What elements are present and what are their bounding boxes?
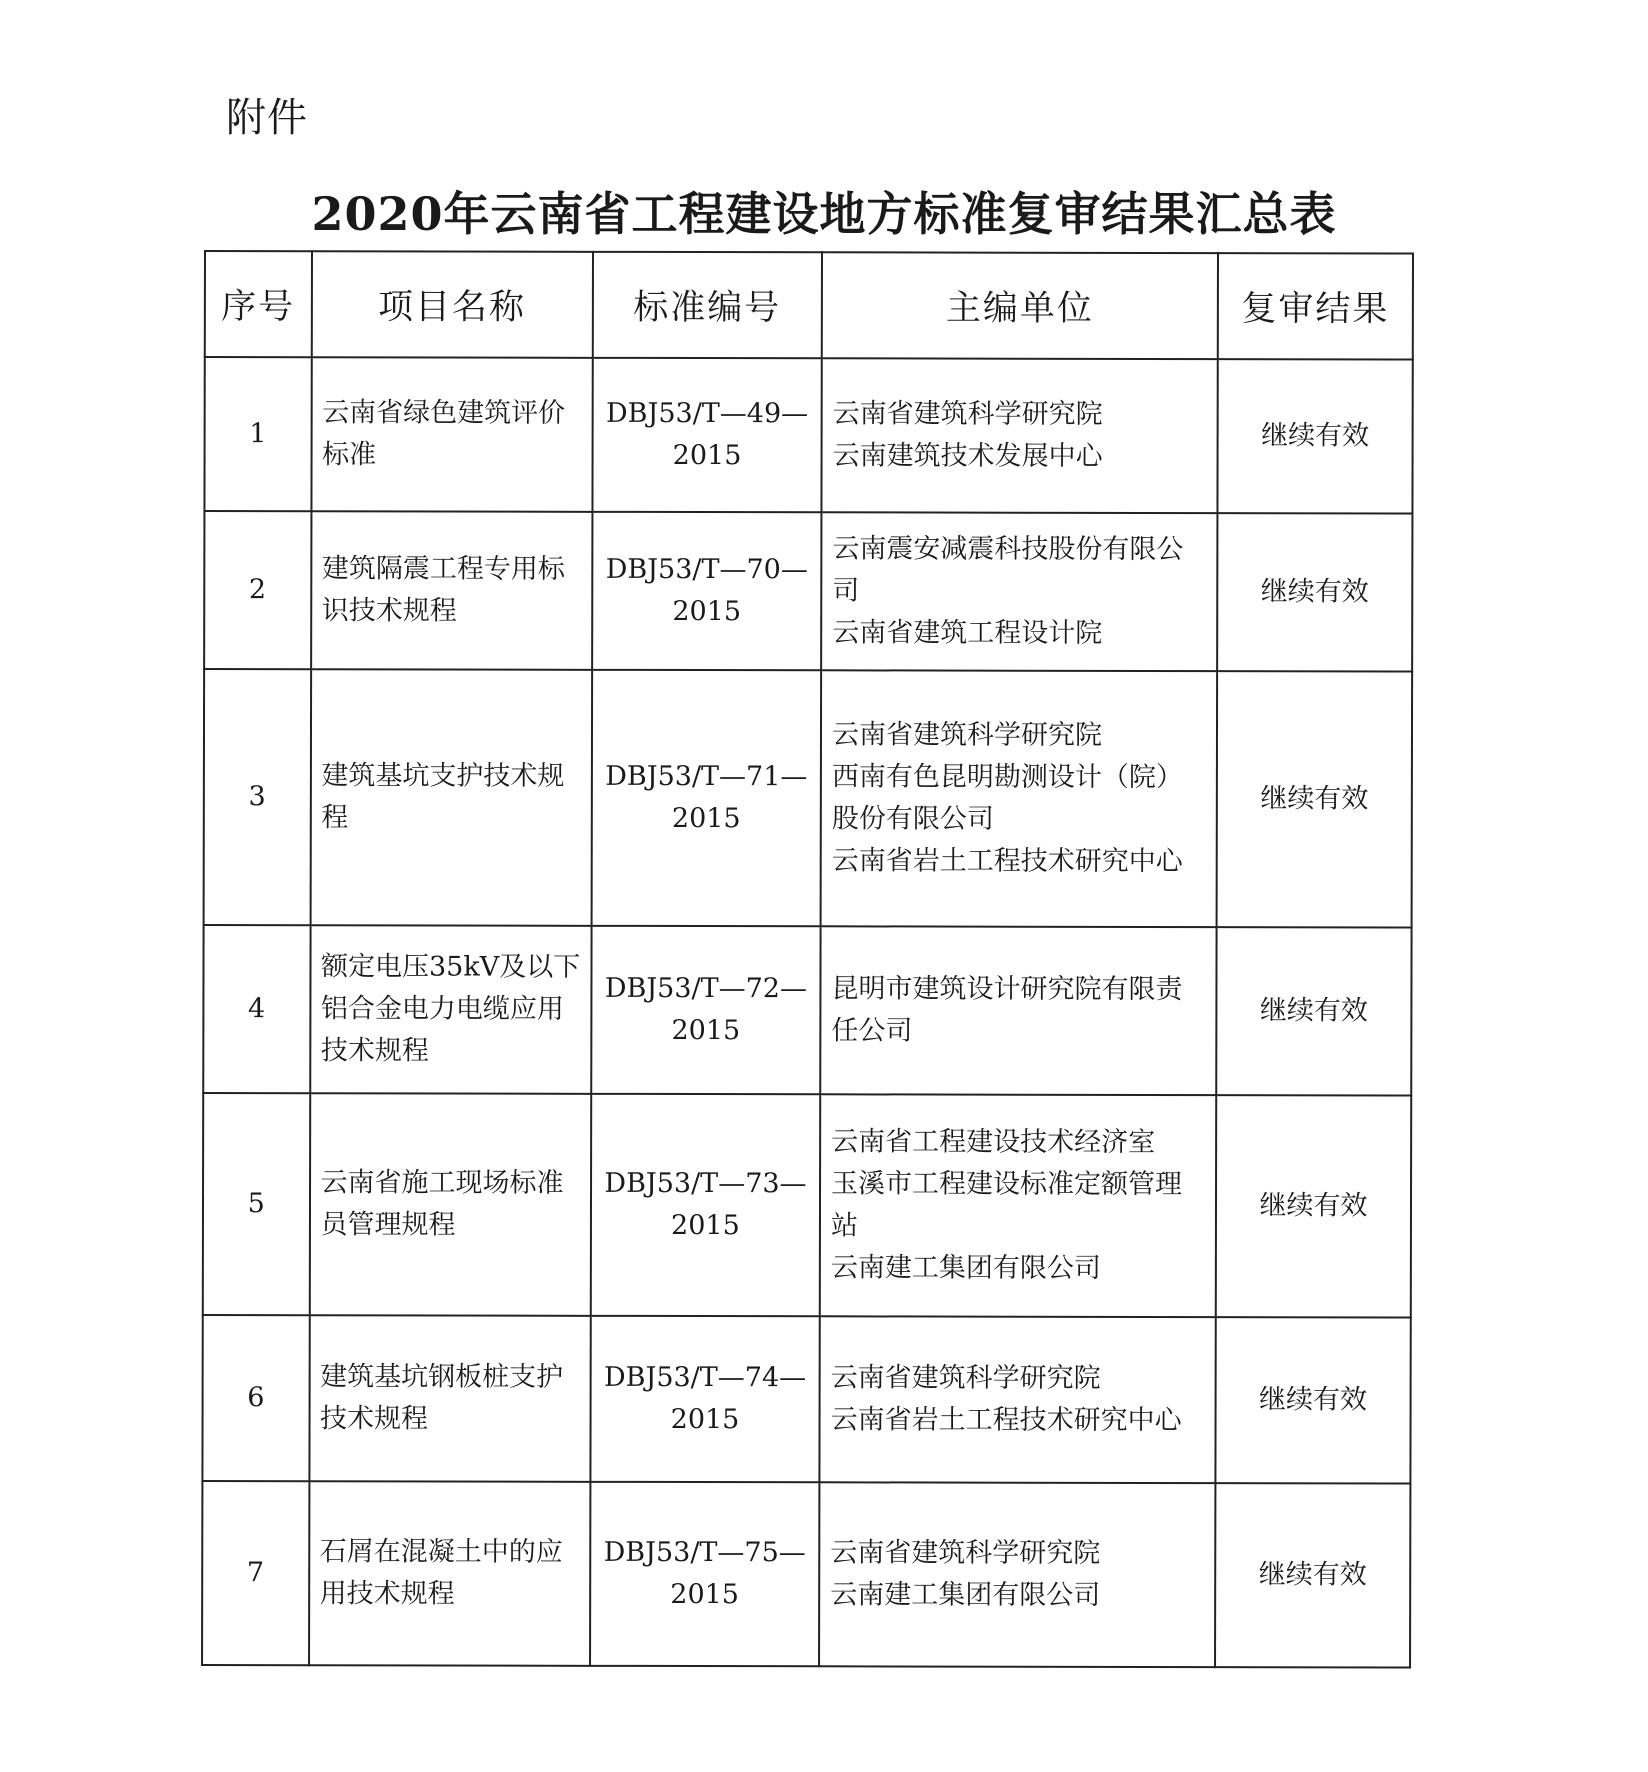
standard-code [591, 1094, 821, 1316]
review-result: 继续有效 [1217, 513, 1412, 671]
chief-unit: 云南省工程建设技术经济室 [831, 1126, 1156, 1158]
chief-units [819, 1316, 1215, 1483]
chief-unit: 云南建工集团有限公司 [830, 1252, 1101, 1284]
standard-code [591, 670, 821, 926]
chief-unit: 云南省建筑科学研究院 [832, 398, 1103, 430]
standard-code [590, 1316, 819, 1482]
header-review-result: 复审结果 [1218, 253, 1413, 359]
review-results-table [201, 250, 1414, 1669]
table-row [202, 1315, 1410, 1484]
attachment-label: 附件 [226, 95, 308, 141]
chief-units [821, 670, 1217, 927]
row-number: 4 [203, 925, 310, 1093]
standard-code-year: 2015 [672, 439, 742, 472]
standard-code-year: 2015 [671, 1209, 740, 1242]
project-name: 云南省施工现场标准员管理规程 [309, 1093, 591, 1316]
header-chief-unit: 主编单位 [822, 252, 1218, 359]
standard-code-year: 2015 [672, 595, 742, 628]
chief-unit: 云南省建筑工程设计院 [832, 617, 1103, 649]
standard-code-prefix: DBJ53/T—74— [603, 1361, 807, 1394]
review-result: 继续有效 [1216, 1095, 1411, 1317]
chief-unit: 昆明市建筑设计研究院有限责任公司 [831, 973, 1183, 1047]
chief-units [819, 1482, 1215, 1667]
row-number: 3 [204, 669, 311, 925]
chief-unit: 云南震安减震科技股份有限公司 [832, 533, 1184, 607]
header-project-name: 项目名称 [311, 251, 593, 358]
project-name: 建筑基坑支护技术规程 [310, 669, 592, 926]
row-number: 7 [202, 1481, 309, 1665]
chief-unit: 西南有色昆明勘测设计（院）股份有限公司 [831, 761, 1183, 835]
table-row [204, 669, 1413, 928]
standard-code [592, 512, 821, 670]
standard-code-year: 2015 [670, 1403, 740, 1436]
chief-unit: 云南省建筑科学研究院 [830, 1537, 1101, 1569]
row-number: 2 [204, 511, 311, 669]
standard-code-prefix: DBJ53/T—71— [605, 760, 808, 793]
standard-code-prefix: DBJ53/T—49— [606, 397, 809, 430]
chief-unit: 云南省建筑科学研究院 [831, 719, 1103, 751]
chief-units [821, 512, 1217, 671]
chief-unit: 云南省岩土工程技术研究中心 [830, 1404, 1182, 1437]
table-row [203, 925, 1411, 1096]
chief-unit: 云南建工集团有限公司 [830, 1579, 1101, 1611]
standard-code-year: 2015 [670, 1578, 740, 1611]
chief-unit: 云南省建筑科学研究院 [830, 1362, 1101, 1394]
standard-code [590, 1482, 820, 1666]
chief-units [821, 358, 1217, 513]
standard-code-year: 2015 [671, 802, 741, 835]
chief-units [820, 1094, 1216, 1317]
table-row [204, 357, 1412, 514]
row-number: 1 [204, 357, 311, 511]
review-result: 继续有效 [1215, 1317, 1410, 1483]
table-row [202, 1481, 1410, 1668]
table-row [203, 1093, 1411, 1318]
project-name: 额定电压35kV及以下铝合金电力电缆应用技术规程 [310, 925, 592, 1094]
standard-code-prefix: DBJ53/T—72— [604, 972, 808, 1005]
project-name: 云南省绿色建筑评价标准 [311, 357, 593, 512]
row-number: 6 [202, 1315, 309, 1481]
review-result: 继续有效 [1215, 1483, 1410, 1667]
row-number: 5 [203, 1093, 310, 1315]
chief-units [820, 926, 1216, 1095]
standard-code-year: 2015 [671, 1014, 741, 1047]
header-standard-code: 标准编号 [593, 252, 822, 358]
review-result: 继续有效 [1217, 359, 1412, 513]
standard-code-prefix: DBJ53/T—70— [605, 553, 808, 586]
standard-code [591, 926, 820, 1094]
header-serial-number: 序号 [205, 251, 312, 357]
chief-unit: 云南建筑技术发展中心 [832, 440, 1103, 472]
table-header-row [205, 251, 1413, 360]
standard-code [592, 358, 821, 512]
project-name: 石屑在混凝土中的应用技术规程 [309, 1481, 591, 1666]
document-title: 2020年云南省工程建设地方标准复审结果汇总表 [311, 187, 1337, 241]
chief-unit: 玉溪市工程建设标准定额管理站 [830, 1168, 1183, 1242]
review-result: 继续有效 [1216, 927, 1411, 1095]
standard-code-prefix: DBJ53/T—73— [604, 1167, 807, 1200]
standard-code-prefix: DBJ53/T—75— [603, 1536, 806, 1569]
review-result: 继续有效 [1217, 671, 1413, 927]
chief-unit: 云南省岩土工程技术研究中心 [831, 845, 1183, 878]
table-row [204, 511, 1412, 672]
project-name: 建筑隔震工程专用标识技术规程 [311, 511, 593, 670]
project-name: 建筑基坑钢板桩支护技术规程 [309, 1315, 591, 1482]
